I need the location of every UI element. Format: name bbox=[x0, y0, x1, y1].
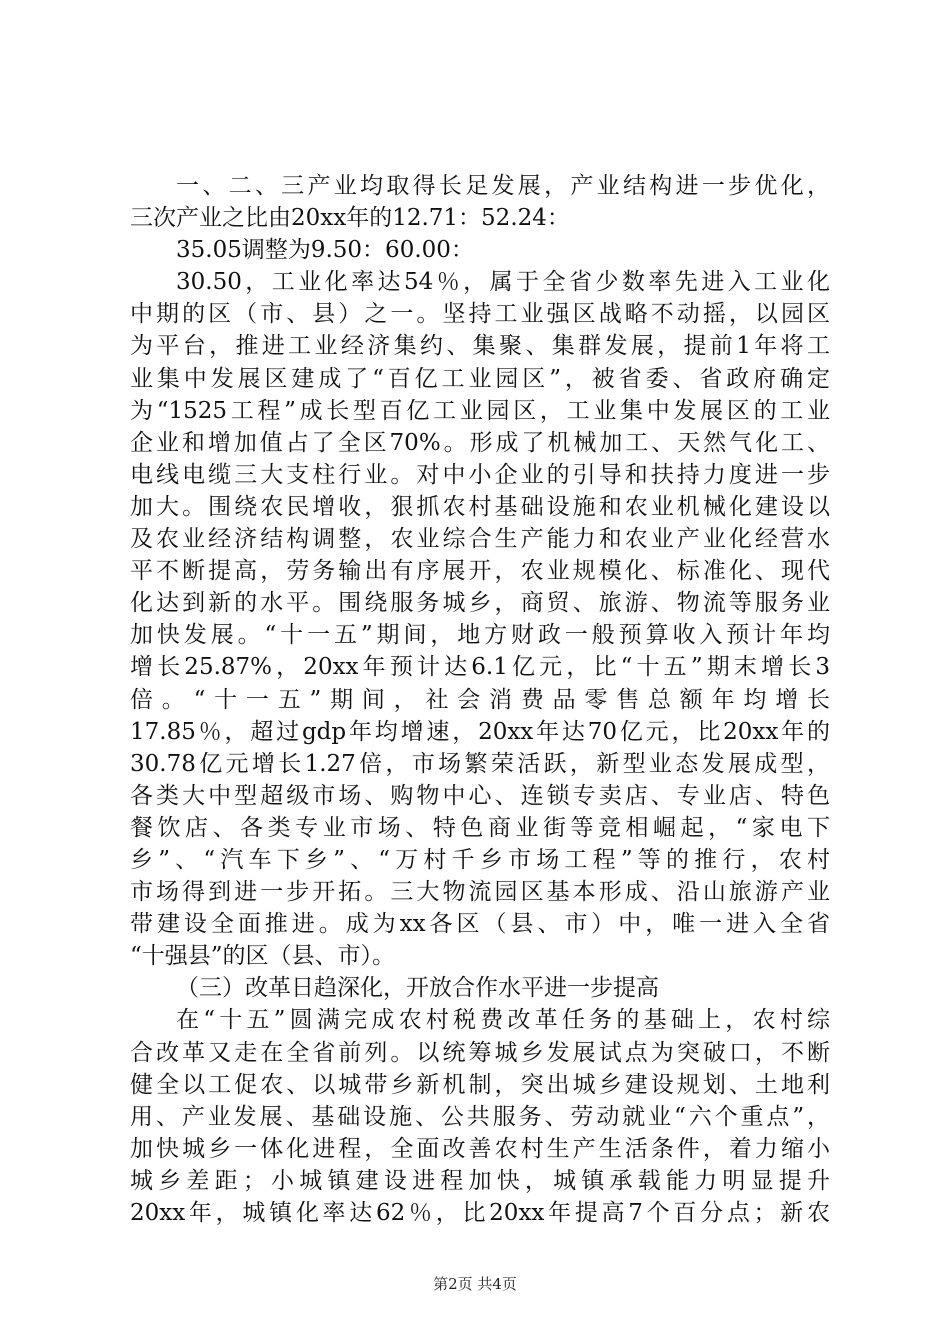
text-line: 为“1525工程”成长型百亿工业园区，工业集中发展区的工业 bbox=[130, 397, 830, 424]
text-line: 30.50，工业化率达54％，属于全省少数率先进入工业化 bbox=[176, 269, 830, 296]
text-line: 带建设全面推进。成为xx各区（县、市）中，唯一进入全省 bbox=[130, 911, 830, 938]
text-line: 三次产业之比由20xx年的12.71：52.24： bbox=[130, 205, 570, 232]
text-line: 用、产业发展、基础设施、公共服务、劳动就业“六个重点”， bbox=[130, 1103, 830, 1130]
text-line: 市场得到进一步开拓。三大物流园区基本形成、沿山旅游产业 bbox=[130, 879, 830, 906]
text-line: 30.78亿元增长1.27倍，市场繁荣活跃，新型业态发展成型， bbox=[130, 750, 830, 777]
text-line: “十强县”的区（县、市）。 bbox=[130, 943, 396, 970]
text-line: 企业和增加值占了全区70%。形成了机械加工、天然气化工、 bbox=[130, 429, 830, 456]
text-line: 化达到新的水平。围绕服务城乡，商贸、旅游、物流等服务业 bbox=[130, 590, 830, 617]
text-line: （三）改革日趋深化，开放合作水平进一步提高 bbox=[176, 975, 659, 1002]
document-body bbox=[130, 170, 830, 1229]
text-line: 合改革又走在全省前列。以统筹城乡发展试点为突破口，不断 bbox=[130, 1039, 830, 1066]
text-line: 各类大中型超级市场、购物中心、连锁专卖店、专业店、特色 bbox=[130, 782, 830, 809]
text-line: 在“十五”圆满完成农村税费改革任务的基础上，农村综 bbox=[176, 1007, 830, 1034]
text-line: 乡”、“汽车下乡”、“万村千乡市场工程”等的推行，农村 bbox=[130, 846, 830, 873]
page-footer: 第2页 共4页 bbox=[433, 1275, 517, 1293]
text-line: 一、二、三产业均取得长足发展，产业结构进一步优化， bbox=[176, 173, 830, 199]
text-line: 及农业经济结构调整，农业综合生产能力和农业产业化经营水 bbox=[130, 526, 830, 553]
text-line: 中期的区（市、县）之一。坚持工业强区战略不动摇，以园区 bbox=[130, 301, 830, 328]
text-line: 业集中发展区建成了“百亿工业园区”，被省委、省政府确定 bbox=[130, 365, 830, 392]
text-line: 倍。“十一五”期间，社会消费品零售总额年均增长 bbox=[130, 686, 830, 713]
text-line: 增长25.87%，20xx年预计达6.1亿元，比“十五”期末增长3 bbox=[130, 654, 830, 681]
text-line: 城乡差距；小城镇建设进程加快，城镇承载能力明显提升 bbox=[130, 1167, 830, 1194]
text-line: 加快发展。“十一五”期间，地方财政一般预算收入预计年均 bbox=[130, 622, 830, 649]
text-line: 17.85％，超过gdp年均增速，20xx年达70亿元，比20xx年的 bbox=[130, 718, 830, 745]
text-line: 电线电缆三大支柱行业。对中小企业的引导和扶持力度进一步 bbox=[130, 461, 830, 488]
text-line: 20xx年，城镇化率达62％，比20xx年提高7个百分点；新农 bbox=[130, 1200, 830, 1226]
text-line: 餐饮店、各类专业市场、特色商业街等竞相崛起，“家电下 bbox=[130, 814, 830, 841]
text-line: 35.05调整为9.50：60.00： bbox=[176, 237, 474, 264]
text-line: 为平台，推进工业经济集约、集聚、集群发展，提前1年将工 bbox=[130, 333, 830, 360]
text-line: 加快城乡一体化进程，全面改善农村生产生活条件，着力缩小 bbox=[130, 1135, 830, 1162]
text-line: 加大。围绕农民增收，狠抓农村基础设施和农业机械化建设以 bbox=[130, 493, 830, 520]
text-line: 健全以工促农、以城带乡新机制，突出城乡建设规划、土地利 bbox=[130, 1071, 830, 1098]
text-line: 平不断提高，劳务输出有序展开，农业规模化、标准化、现代 bbox=[130, 558, 830, 585]
